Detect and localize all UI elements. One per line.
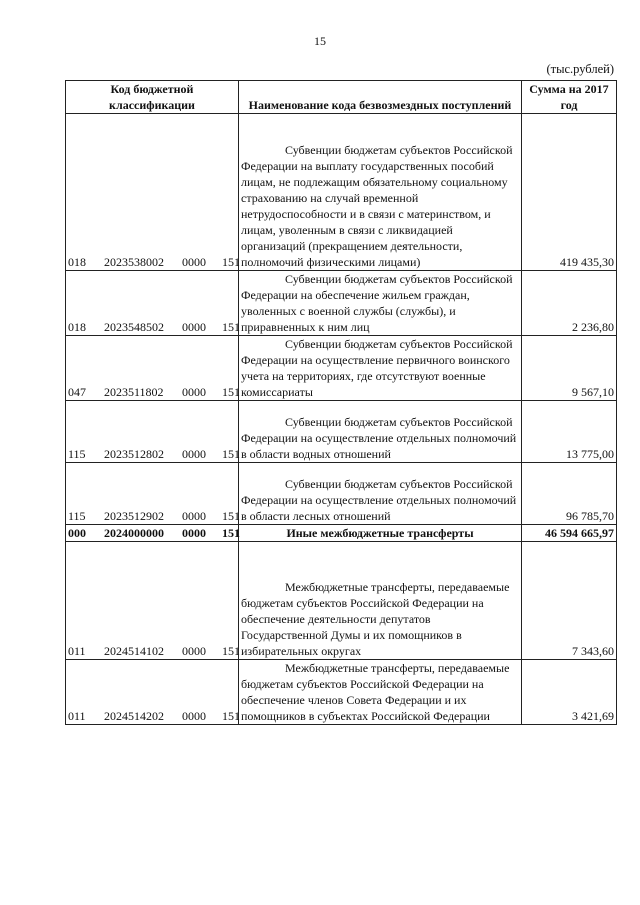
budget-code-cell bbox=[66, 542, 239, 660]
table-row bbox=[66, 525, 617, 542]
code-part-main: 2023512902 bbox=[104, 509, 164, 523]
revenue-name-text: Межбюджетные трансферты, передаваемые бюджетам субъектов Российской Федерации на обеспечение деятельности депутатов Государственной Думы и их помощников в избирательных округах bbox=[241, 580, 510, 658]
code-part-economic: 151 bbox=[222, 526, 240, 540]
revenue-name-cell bbox=[239, 525, 522, 542]
budget-code-cell bbox=[66, 336, 239, 401]
code-part-main: 2024514102 bbox=[104, 644, 164, 658]
table-row bbox=[66, 271, 617, 336]
amount-cell: 96 785,70 bbox=[522, 463, 617, 525]
revenue-name-text: Субвенции бюджетам субъектов Российской Федерации на выплату государственных пособий лицам, не подлежащим обязательному социальному страхованию на случай временной нетрудоспособности и в связи с материнством, и лицам, уволенным в связи с ликвидацией организаций (прекращением деятельности, полномочий физическими лицами) bbox=[241, 143, 513, 269]
units-label: (тыс.рублей) bbox=[546, 62, 614, 76]
code-part-main: 2023538002 bbox=[104, 255, 164, 269]
budget-code-cell bbox=[66, 525, 239, 542]
budget-code-cell bbox=[66, 660, 239, 725]
code-part-economic: 151 bbox=[222, 320, 240, 334]
table-row bbox=[66, 660, 617, 725]
code-part-main: 2024514202 bbox=[104, 709, 164, 723]
revenue-name-cell bbox=[239, 660, 522, 725]
header-sum: Сумма на 2017 год bbox=[522, 81, 617, 114]
code-part-program: 0000 bbox=[182, 320, 206, 334]
code-part-admin: 115 bbox=[68, 447, 86, 461]
amount-cell: 13 775,00 bbox=[522, 401, 617, 463]
code-part-program: 0000 bbox=[182, 255, 206, 269]
revenue-name-cell bbox=[239, 114, 522, 271]
budget-code-cell bbox=[66, 463, 239, 525]
code-part-program: 0000 bbox=[182, 526, 206, 540]
revenue-name-cell bbox=[239, 463, 522, 525]
code-part-admin: 018 bbox=[68, 320, 86, 334]
code-part-economic: 151 bbox=[222, 709, 240, 723]
code-part-economic: 151 bbox=[222, 644, 240, 658]
header-name: Наименование кода безвозмездных поступлений bbox=[239, 81, 522, 114]
budget-code-cell bbox=[66, 114, 239, 271]
code-part-program: 0000 bbox=[182, 509, 206, 523]
code-part-main: 2023512802 bbox=[104, 447, 164, 461]
table-row bbox=[66, 114, 617, 271]
code-part-main: 2024000000 bbox=[104, 526, 164, 540]
code-part-economic: 151 bbox=[222, 447, 240, 461]
revenue-name-cell bbox=[239, 271, 522, 336]
amount-cell: 46 594 665,97 bbox=[522, 525, 617, 542]
budget-table bbox=[65, 80, 617, 725]
budget-code-cell bbox=[66, 401, 239, 463]
code-part-program: 0000 bbox=[182, 644, 206, 658]
code-part-economic: 151 bbox=[222, 509, 240, 523]
code-part-admin: 011 bbox=[68, 644, 86, 658]
amount-cell: 3 421,69 bbox=[522, 660, 617, 725]
code-part-main: 2023511802 bbox=[104, 385, 164, 399]
code-part-admin: 018 bbox=[68, 255, 86, 269]
amount-cell: 9 567,10 bbox=[522, 336, 617, 401]
code-part-admin: 115 bbox=[68, 509, 86, 523]
code-part-admin: 011 bbox=[68, 709, 86, 723]
revenue-name-text: Субвенции бюджетам субъектов Российской Федерации на осуществление отдельных полномочий в области водных отношений bbox=[241, 415, 517, 461]
code-part-economic: 151 bbox=[222, 255, 240, 269]
revenue-name-cell bbox=[239, 542, 522, 660]
amount-cell: 7 343,60 bbox=[522, 542, 617, 660]
table-row bbox=[66, 401, 617, 463]
code-part-economic: 151 bbox=[222, 385, 240, 399]
revenue-name-text: Субвенции бюджетам субъектов Российской Федерации на обеспечение жильем граждан, уволенных с военной службы (службы), и приравненных к ним лиц bbox=[241, 272, 513, 334]
amount-cell: 419 435,30 bbox=[522, 114, 617, 271]
revenue-name-text: Межбюджетные трансферты, передаваемые бюджетам субъектов Российской Федерации на обеспечение членов Совета Федерации и их помощников в субъектах Российской Федерации bbox=[241, 661, 510, 723]
revenue-name-text: Субвенции бюджетам субъектов Российской Федерации на осуществление первичного воинского учета на территориях, где отсутствуют военные комиссариаты bbox=[241, 337, 513, 399]
page-number: 15 bbox=[314, 34, 326, 48]
code-part-admin: 047 bbox=[68, 385, 86, 399]
revenue-name-cell bbox=[239, 336, 522, 401]
code-part-program: 0000 bbox=[182, 385, 206, 399]
revenue-name-text: Субвенции бюджетам субъектов Российской Федерации на осуществление отдельных полномочий в области лесных отношений bbox=[241, 477, 517, 523]
amount-cell: 2 236,80 bbox=[522, 271, 617, 336]
code-part-main: 2023548502 bbox=[104, 320, 164, 334]
header-code: Код бюджетной классификации bbox=[66, 81, 239, 114]
table-row bbox=[66, 336, 617, 401]
budget-code-cell bbox=[66, 271, 239, 336]
code-part-program: 0000 bbox=[182, 709, 206, 723]
table-header-row bbox=[66, 81, 617, 114]
table-row bbox=[66, 463, 617, 525]
table-row bbox=[66, 542, 617, 660]
code-part-admin: 000 bbox=[68, 526, 86, 540]
revenue-name-cell bbox=[239, 401, 522, 463]
code-part-program: 0000 bbox=[182, 447, 206, 461]
revenue-name-text: Иные межбюджетные трансферты bbox=[286, 526, 474, 540]
